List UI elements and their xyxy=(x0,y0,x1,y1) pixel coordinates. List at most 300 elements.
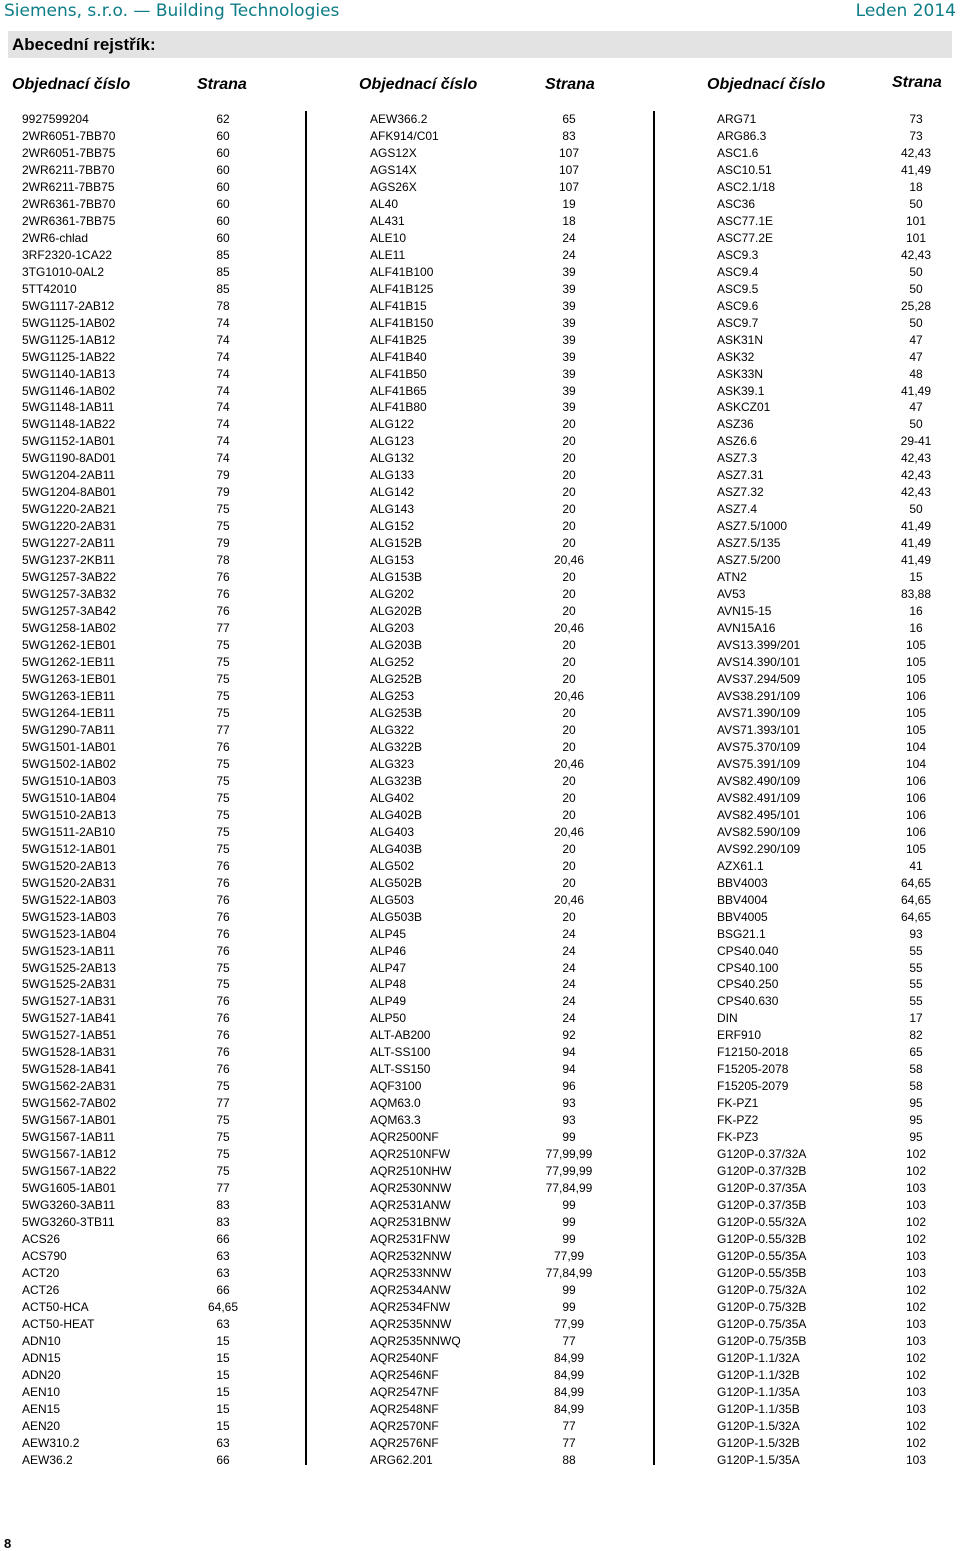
order-number: ALF41B50 xyxy=(370,366,427,381)
page-reference: 105 xyxy=(905,722,927,737)
page-reference: 77 xyxy=(216,1096,230,1111)
page-reference: 66 xyxy=(216,1282,230,1297)
order-number: AQR2546NF xyxy=(370,1367,439,1382)
order-number: AQR2531ANW xyxy=(370,1198,451,1213)
order-number: ALG143 xyxy=(370,502,415,517)
order-number: 5WG1527-1AB51 xyxy=(22,1028,117,1043)
page-reference: 20 xyxy=(562,841,576,856)
page-reference: 84,99 xyxy=(553,1401,585,1416)
page-title: Abecední rejstřík: xyxy=(12,35,156,54)
page-reference: 39 xyxy=(562,298,576,313)
page-reference: 105 xyxy=(905,841,927,856)
order-number: 2WR6051-7BB75 xyxy=(22,145,116,160)
order-number: 2WR6211-7BB75 xyxy=(22,179,115,194)
page-reference: 77 xyxy=(216,722,230,737)
page-reference: 60 xyxy=(216,179,230,194)
order-number: AVS75.391/109 xyxy=(717,756,801,771)
order-number: 5WG1527-1AB41 xyxy=(22,1011,117,1026)
order-number: ALF41B15 xyxy=(370,298,427,313)
order-number: F12150-2018 xyxy=(717,1045,789,1060)
page-reference: 63 xyxy=(216,1265,230,1280)
page-reference: 15 xyxy=(216,1418,230,1433)
order-number: ASZ7.5/200 xyxy=(717,553,781,568)
page-reference: 76 xyxy=(216,909,230,924)
page-reference: 63 xyxy=(216,1435,230,1450)
page-reference: 77 xyxy=(216,1181,230,1196)
order-number: ACS790 xyxy=(22,1248,67,1263)
page-reference: 77,84,99 xyxy=(545,1181,593,1196)
page-reference: 77,99,99 xyxy=(545,1147,593,1162)
order-number: ALG152B xyxy=(370,536,423,551)
order-number: AQM63.0 xyxy=(370,1096,421,1111)
order-number: 5WG1263-1EB01 xyxy=(22,672,117,686)
page-reference: 103 xyxy=(905,1401,927,1416)
page-reference: 78 xyxy=(216,553,230,568)
page-reference: 55 xyxy=(909,977,923,992)
order-number: AVN15-15 xyxy=(717,604,772,619)
order-number: ALT-SS100 xyxy=(370,1045,431,1060)
page-reference: 66 xyxy=(216,1232,230,1247)
page-reference: 20 xyxy=(562,875,576,890)
order-number: AGS26X xyxy=(370,179,417,194)
order-number: 5WG1125-1AB02 xyxy=(22,315,116,330)
order-number: AVS38.291/109 xyxy=(717,688,801,703)
order-number: CPS40.630 xyxy=(717,994,779,1009)
order-number: ASC9.6 xyxy=(717,298,759,313)
order-number: 5WG1523-1AB04 xyxy=(22,926,117,941)
page-reference: 58 xyxy=(909,1062,923,1077)
order-number: 5WG1152-1AB01 xyxy=(22,434,116,449)
order-number: G120P-0.75/32B xyxy=(717,1299,807,1314)
order-number: BBV4005 xyxy=(717,909,768,924)
page-reference: 105 xyxy=(905,705,927,720)
page-reference: 78 xyxy=(216,298,230,313)
page-reference: 102 xyxy=(905,1232,927,1247)
order-number: G120P-1.1/35B xyxy=(717,1401,800,1416)
page-reference: 83 xyxy=(562,128,576,143)
page-reference: 105 xyxy=(905,672,927,686)
page-reference: 106 xyxy=(905,807,927,822)
page-reference: 42,43 xyxy=(900,145,932,160)
page-header xyxy=(0,0,960,26)
page-reference: 39 xyxy=(562,281,576,296)
page-reference: 92 xyxy=(562,1028,576,1043)
order-number: AV53 xyxy=(717,587,746,602)
order-number: 5WG1567-1AB11 xyxy=(22,1130,116,1145)
page-reference: 76 xyxy=(216,1062,230,1077)
order-number: 3TG1010-0AL2 xyxy=(22,264,105,279)
page-reference: 42,43 xyxy=(900,451,932,466)
page-reference: 79 xyxy=(216,536,230,551)
page-reference: 20 xyxy=(562,672,576,686)
page-reference: 47 xyxy=(909,400,923,415)
order-number: ALG153 xyxy=(370,553,415,568)
page-reference: 20 xyxy=(562,722,576,737)
order-number: AQR2547NF xyxy=(370,1384,439,1399)
order-number: 5WG1510-1AB04 xyxy=(22,790,117,805)
page-reference: 75 xyxy=(216,1079,230,1094)
order-number: ASZ7.5/135 xyxy=(717,536,781,551)
order-number: 5WG1525-2AB31 xyxy=(22,977,117,992)
order-number: 5WG1258-1AB02 xyxy=(22,621,117,636)
page-reference: 77 xyxy=(216,621,230,636)
order-number: ALG323 xyxy=(370,756,415,771)
order-number: ALF41B65 xyxy=(370,383,427,398)
page-reference: 20 xyxy=(562,485,576,500)
page-reference: 20 xyxy=(562,739,576,754)
page-reference: 85 xyxy=(216,247,230,262)
page-reference: 29-41 xyxy=(900,434,932,449)
order-number: 5WG1523-1AB03 xyxy=(22,909,117,924)
order-number: AQR2570NF xyxy=(370,1418,439,1433)
order-number: FK-PZ3 xyxy=(717,1130,759,1145)
order-number: AQR2548NF xyxy=(370,1401,439,1416)
page-reference: 77 xyxy=(562,1333,576,1348)
page-reference: 106 xyxy=(905,688,927,703)
order-number: AVS92.290/109 xyxy=(717,841,801,856)
order-number: G120P-0.75/35B xyxy=(717,1333,807,1348)
order-number: AFK914/C01 xyxy=(370,128,439,143)
order-number: ALG123 xyxy=(370,434,415,449)
order-number: G120P-1.5/32A xyxy=(717,1418,800,1433)
page-reference: 39 xyxy=(562,366,576,381)
page-reference: 15 xyxy=(216,1384,230,1399)
order-number: G120P-0.37/32A xyxy=(717,1147,807,1162)
column-header-code-1: Objednací číslo xyxy=(12,76,131,93)
page-reference: 88 xyxy=(562,1452,576,1467)
page-reference: 20 xyxy=(562,773,576,788)
order-number: AQR2533NNW xyxy=(370,1265,452,1280)
page-reference: 103 xyxy=(905,1333,927,1348)
page-reference: 99 xyxy=(562,1215,576,1230)
order-number: 5WG1140-1AB13 xyxy=(22,366,116,381)
page-reference: 104 xyxy=(905,756,927,771)
page-reference: 103 xyxy=(905,1265,927,1280)
order-number: AEW310.2 xyxy=(22,1435,80,1450)
order-number: AQF3100 xyxy=(370,1079,422,1094)
page-reference: 74 xyxy=(216,315,230,330)
order-number: 5WG1290-7AB11 xyxy=(22,722,116,737)
page-reference: 75 xyxy=(216,824,230,839)
page-reference: 76 xyxy=(216,1028,230,1043)
page-reference: 24 xyxy=(562,960,576,975)
order-number: 5WG1117-2AB12 xyxy=(22,298,115,313)
page-reference: 39 xyxy=(562,332,576,347)
page-reference: 74 xyxy=(216,417,230,432)
page-reference: 74 xyxy=(216,400,230,415)
order-number: ALG322 xyxy=(370,722,415,737)
order-number: 5WG1527-1AB31 xyxy=(22,994,117,1009)
order-number: 5WG1148-1AB11 xyxy=(22,400,115,415)
order-number: ALG253 xyxy=(370,688,415,703)
page-reference: 75 xyxy=(216,502,230,517)
page-reference: 101 xyxy=(905,230,927,245)
order-number: 5WG1263-1EB11 xyxy=(22,688,116,703)
page-reference: 77,99 xyxy=(553,1316,585,1331)
page-reference: 102 xyxy=(905,1350,927,1365)
page-reference: 74 xyxy=(216,383,230,398)
order-number: ALG502 xyxy=(370,858,415,873)
page-reference: 24 xyxy=(562,926,576,941)
page-reference: 42,43 xyxy=(900,468,932,483)
order-number: AGS12X xyxy=(370,145,417,160)
page-reference: 18 xyxy=(562,213,576,228)
order-number: AQR2500NF xyxy=(370,1130,439,1145)
order-number: ARG71 xyxy=(717,112,757,126)
page-reference: 76 xyxy=(216,875,230,890)
order-number: 5WG1262-1EB01 xyxy=(22,638,117,653)
order-number: 2WR6051-7BB70 xyxy=(22,128,116,143)
page-reference: 20,46 xyxy=(553,756,585,771)
page-reference: 94 xyxy=(562,1062,576,1077)
page-reference: 82 xyxy=(909,1028,923,1043)
page-reference: 102 xyxy=(905,1367,927,1382)
order-number: ALG203B xyxy=(370,638,423,653)
page-reference: 20 xyxy=(562,519,576,534)
page-reference: 77 xyxy=(562,1435,576,1450)
order-number: ALG323B xyxy=(370,773,423,788)
title-band xyxy=(8,31,952,58)
order-number: 5WG1510-2AB13 xyxy=(22,807,117,822)
page-reference: 102 xyxy=(905,1435,927,1450)
order-number: ASZ36 xyxy=(717,417,754,432)
page-reference: 74 xyxy=(216,366,230,381)
page-reference: 83 xyxy=(216,1215,230,1230)
order-number: ASC36 xyxy=(717,196,756,211)
order-number: ARG86.3 xyxy=(717,128,767,143)
order-number: 5WG1528-1AB41 xyxy=(22,1062,117,1077)
order-number: 5WG1220-2AB21 xyxy=(22,502,117,517)
page-reference: 77 xyxy=(562,1418,576,1433)
order-number: ASC9.7 xyxy=(717,315,759,330)
page-reference: 75 xyxy=(216,807,230,822)
order-number: AVS75.370/109 xyxy=(717,739,801,754)
page-reference: 103 xyxy=(905,1316,927,1331)
page-reference: 20 xyxy=(562,655,576,670)
order-number: ADN10 xyxy=(22,1333,61,1348)
order-number: ALG503 xyxy=(370,892,415,907)
order-number: 5WG3260-3AB11 xyxy=(22,1198,116,1213)
order-number: AVS82.490/109 xyxy=(717,773,801,788)
page-reference: 20 xyxy=(562,468,576,483)
page-reference: 105 xyxy=(905,655,927,670)
order-number: AEN20 xyxy=(22,1418,61,1433)
page-reference: 99 xyxy=(562,1282,576,1297)
page-reference: 99 xyxy=(562,1198,576,1213)
order-number: ASC10.51 xyxy=(717,162,772,177)
order-number: 5WG1204-2AB11 xyxy=(22,468,116,483)
order-number: ASC77.1E xyxy=(717,213,774,228)
page-reference: 66 xyxy=(216,1452,230,1467)
page-reference: 102 xyxy=(905,1418,927,1433)
order-number: AVS82.495/101 xyxy=(717,807,801,822)
page-reference: 39 xyxy=(562,383,576,398)
page-reference: 76 xyxy=(216,858,230,873)
order-number: 5WG1567-1AB01 xyxy=(22,1113,117,1128)
page-reference: 102 xyxy=(905,1147,927,1162)
order-number: ALG403 xyxy=(370,824,415,839)
page-reference: 74 xyxy=(216,332,230,347)
page-reference: 20,46 xyxy=(553,688,585,703)
page-reference: 39 xyxy=(562,349,576,364)
order-number: 9927599204 xyxy=(22,112,89,126)
order-number: ADN20 xyxy=(22,1367,61,1382)
page-reference: 79 xyxy=(216,485,230,500)
page-reference: 75 xyxy=(216,977,230,992)
order-number: ALG403B xyxy=(370,841,423,856)
page-reference: 75 xyxy=(216,655,230,670)
page-reference: 77,84,99 xyxy=(545,1265,593,1280)
page-reference: 106 xyxy=(905,824,927,839)
order-number: AZX61.1 xyxy=(717,858,764,873)
page-reference: 76 xyxy=(216,943,230,958)
order-number: AVS71.393/101 xyxy=(717,722,801,737)
page-reference: 20 xyxy=(562,790,576,805)
page-reference: 58 xyxy=(909,1079,923,1094)
order-number: AEW36.2 xyxy=(22,1452,73,1467)
page-reference: 20,46 xyxy=(553,892,585,907)
order-number: ALG253B xyxy=(370,705,423,720)
page-reference: 60 xyxy=(216,196,230,211)
order-number: 5WG1562-7AB02 xyxy=(22,1096,117,1111)
order-number: ASZ7.32 xyxy=(717,485,764,500)
page-reference: 103 xyxy=(905,1248,927,1263)
order-number: AVS37.294/509 xyxy=(717,672,801,686)
page-reference: 103 xyxy=(905,1384,927,1399)
order-number: 5WG1257-3AB22 xyxy=(22,570,117,585)
order-number: ALF41B40 xyxy=(370,349,427,364)
order-number: 5WG1510-1AB03 xyxy=(22,773,117,788)
page-reference: 15 xyxy=(216,1350,230,1365)
order-number: ALG133 xyxy=(370,468,415,483)
order-number: 5WG1528-1AB31 xyxy=(22,1045,117,1060)
page-reference: 75 xyxy=(216,1147,230,1162)
order-number: CPS40.040 xyxy=(717,943,779,958)
order-number: ALE10 xyxy=(370,230,407,245)
order-number: 5WG1523-1AB11 xyxy=(22,943,116,958)
order-number: G120P-0.37/32B xyxy=(717,1164,807,1179)
column-header-page-3: Strana xyxy=(892,74,942,91)
page-reference: 85 xyxy=(216,281,230,296)
order-number: BBV4003 xyxy=(717,875,768,890)
order-number: ASKCZ01 xyxy=(717,400,771,415)
order-number: ALG252B xyxy=(370,672,423,686)
page-reference: 102 xyxy=(905,1299,927,1314)
page-reference: 41,49 xyxy=(900,536,932,551)
order-number: ACT50-HCA xyxy=(22,1299,89,1314)
order-number: ASC1.6 xyxy=(717,145,759,160)
page-reference: 64,65 xyxy=(900,892,932,907)
order-number: 5WG1125-1AB22 xyxy=(22,349,116,364)
page-reference: 47 xyxy=(909,349,923,364)
page-reference: 20 xyxy=(562,502,576,517)
order-number: 2WR6361-7BB75 xyxy=(22,213,116,228)
page-reference: 20,46 xyxy=(553,824,585,839)
order-number: 5WG1502-1AB02 xyxy=(22,756,117,771)
order-number: ALT-SS150 xyxy=(370,1062,431,1077)
page-reference: 20 xyxy=(562,434,576,449)
page-reference: 73 xyxy=(909,128,923,143)
order-number: ACT50-HEAT xyxy=(22,1316,95,1331)
order-number: AVS82.590/109 xyxy=(717,824,801,839)
order-number: ASC77.2E xyxy=(717,230,774,245)
order-number: 5WG3260-3TB11 xyxy=(22,1215,115,1230)
order-number: AEN10 xyxy=(22,1384,61,1399)
page-reference: 75 xyxy=(216,773,230,788)
order-number: ALG152 xyxy=(370,519,415,534)
order-number: G120P-0.55/32A xyxy=(717,1215,807,1230)
order-number: ALP48 xyxy=(370,977,407,992)
order-number: AQR2530NNW xyxy=(370,1181,452,1196)
order-number: AEN15 xyxy=(22,1401,61,1416)
order-number: AVS71.390/109 xyxy=(717,705,801,720)
page-reference: 107 xyxy=(558,179,580,194)
order-number: BBV4004 xyxy=(717,892,768,907)
page-reference: 107 xyxy=(558,145,580,160)
order-number: F15205-2079 xyxy=(717,1079,789,1094)
page-reference: 16 xyxy=(909,621,923,636)
order-number: 5WG1520-2AB31 xyxy=(22,875,117,890)
page-reference: 75 xyxy=(216,790,230,805)
page-reference: 99 xyxy=(562,1232,576,1247)
page-reference: 103 xyxy=(905,1181,927,1196)
order-number: ALG142 xyxy=(370,485,415,500)
page-reference: 20 xyxy=(562,638,576,653)
page-reference: 101 xyxy=(905,213,927,228)
page-reference: 106 xyxy=(905,773,927,788)
order-number: 5WG1262-1EB11 xyxy=(22,655,116,670)
page-reference: 55 xyxy=(909,943,923,958)
column-header-code-2: Objednací číslo xyxy=(359,76,478,93)
column-header-page-1: Strana xyxy=(197,76,247,93)
order-number: ALP50 xyxy=(370,1011,407,1026)
order-number: ALT-AB200 xyxy=(370,1028,431,1043)
page-reference: 62 xyxy=(216,112,230,126)
order-number: AQR2576NF xyxy=(370,1435,439,1450)
page-reference: 75 xyxy=(216,638,230,653)
column-header-code-3: Objednací číslo xyxy=(707,76,826,93)
order-number: ALF41B125 xyxy=(370,281,434,296)
order-number: ATN2 xyxy=(717,570,747,585)
page-reference: 65 xyxy=(562,112,576,126)
page-reference: 20 xyxy=(562,807,576,822)
order-number: ALP47 xyxy=(370,960,407,975)
order-number: F15205-2078 xyxy=(717,1062,789,1077)
order-number: ACT20 xyxy=(22,1265,60,1280)
order-number: BSG21.1 xyxy=(717,926,766,941)
page-reference: 50 xyxy=(909,502,923,517)
page-reference: 15 xyxy=(216,1367,230,1382)
order-number: ADN15 xyxy=(22,1350,61,1365)
order-number: 2WR6361-7BB70 xyxy=(22,196,116,211)
order-number: 5WG1148-1AB22 xyxy=(22,417,116,432)
order-number: G120P-0.55/32B xyxy=(717,1232,807,1247)
page-reference: 76 xyxy=(216,994,230,1009)
page-reference: 48 xyxy=(909,366,923,381)
page-reference: 39 xyxy=(562,264,576,279)
order-number: CPS40.100 xyxy=(717,960,779,975)
order-number: G120P-1.1/32A xyxy=(717,1350,800,1365)
order-number: 5WG1257-3AB32 xyxy=(22,587,117,602)
page-reference: 102 xyxy=(905,1282,927,1297)
order-number: AL40 xyxy=(370,196,399,211)
page-number: 8 xyxy=(4,1536,12,1551)
page-reference: 50 xyxy=(909,417,923,432)
page-reference: 75 xyxy=(216,672,230,686)
page-reference: 42,43 xyxy=(900,485,932,500)
order-number: 5WG1522-1AB03 xyxy=(22,892,117,907)
order-number: 5WG1257-3AB42 xyxy=(22,604,117,619)
